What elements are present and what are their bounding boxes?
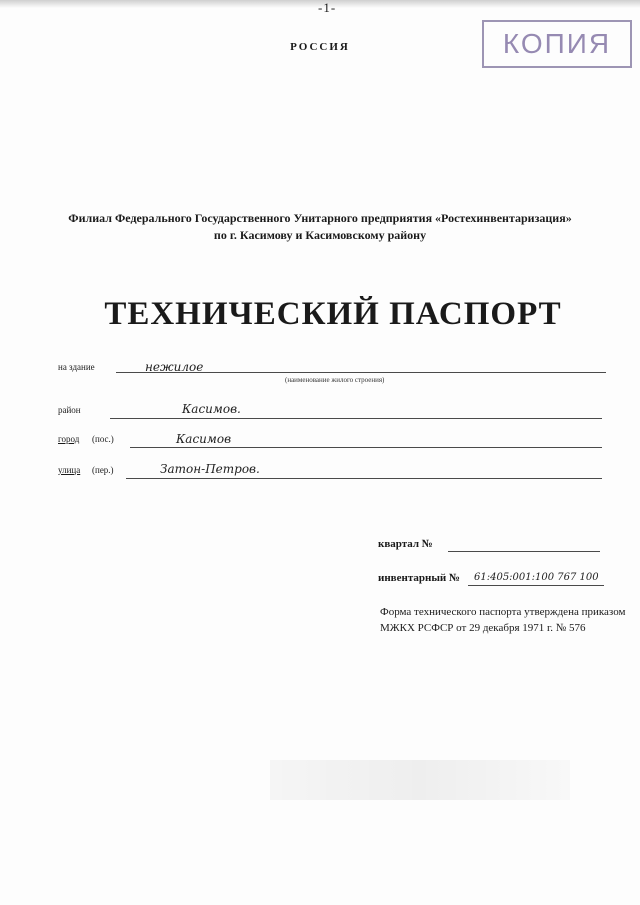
city-label-text: город <box>58 434 80 444</box>
district-value: Касимов. <box>182 402 241 416</box>
quarter-label: квартал № <box>378 538 433 550</box>
document-title: ТЕХНИЧЕСКИЙ ПАСПОРТ <box>104 296 562 332</box>
inventory-value: 61:405:001:100 767 100 <box>474 572 599 583</box>
page-number: -1- <box>318 0 337 15</box>
copy-stamp: КОПИЯ <box>482 20 632 68</box>
building-value: нежилое <box>145 360 204 374</box>
organization-block <box>0 210 640 244</box>
inventory-underline <box>468 585 604 586</box>
quarter-underline <box>448 551 600 552</box>
building-caption: (наименование жилого строения) <box>285 376 385 384</box>
form-approval-note: Форма технического паспорта утверждена приказом МЖКХ РСФСР от 29 декабря 1971 г. № 576 <box>380 606 626 634</box>
building-label: на здание <box>58 362 95 372</box>
city-value: Касимов <box>176 432 232 446</box>
city-label-suffix: (пос.) <box>92 434 114 444</box>
street-label-suffix: (пер.) <box>92 465 114 475</box>
organization-line-1: Филиал Федерального Государственного Унитарного предприятия «Ростехинвентаризация» <box>68 211 572 225</box>
district-underline <box>110 418 602 419</box>
district-label: район <box>58 405 81 415</box>
street-underline <box>126 478 602 479</box>
country-heading: РОССИЯ <box>290 41 350 53</box>
scan-artifact <box>270 760 570 800</box>
inventory-label: инвентарный № <box>378 572 461 584</box>
city-underline <box>130 447 602 448</box>
street-label <box>58 465 80 475</box>
organization-line-2: по г. Касимову и Касимовскому району <box>213 228 427 242</box>
street-value: Затон-Петров. <box>160 462 260 476</box>
city-label <box>58 434 79 444</box>
street-label-text: улица <box>58 465 81 475</box>
